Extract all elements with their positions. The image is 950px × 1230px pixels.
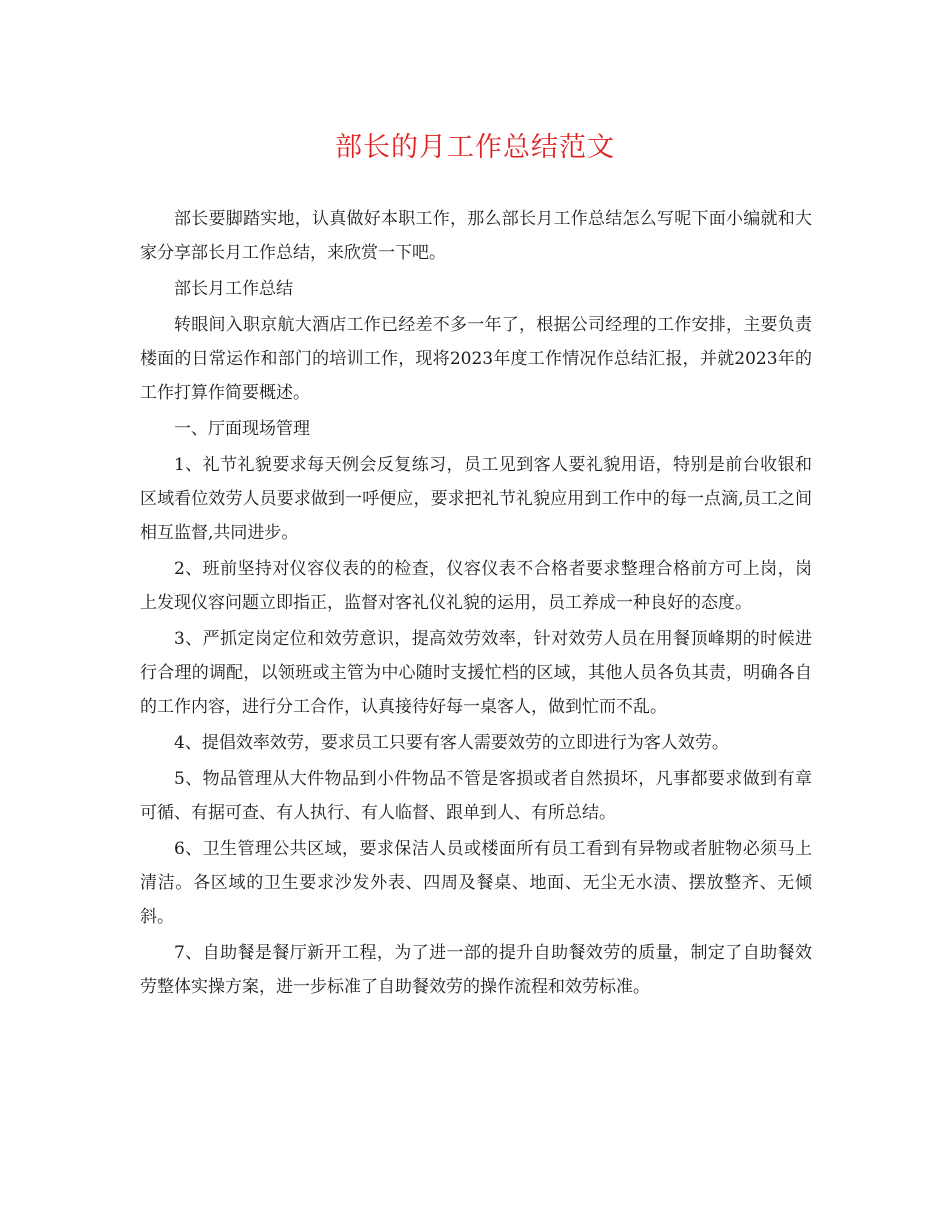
paragraph-item-2: 2、班前坚持对仪容仪表的的检查，仪容仪表不合格者要求整理合格前方可上岗，岗上发现仪容问题立即指正，监督对客礼仪礼貌的运用，员工养成一种良好的态度。: [140, 559, 812, 613]
paragraph-intro: 部长要脚踏实地，认真做好本职工作，那么部长月工作总结怎么写呢下面小编就和大家分享部长月工作总结，来欣赏一下吧。: [140, 209, 812, 263]
paragraph-item-4: 4、提倡效率效劳，要求员工只要有客人需要效劳的立即进行为客人效劳。: [174, 733, 729, 753]
paragraph-item-6: 6、卫生管理公共区域，要求保洁人员或楼面所有员工看到有异物或者脏物必须马上清洁。各区域的卫生要求沙发外表、四周及餐桌、地面、无尘无水渍、摆放整齐、无倾斜。: [140, 839, 812, 927]
paragraph-subheading: 部长月工作总结: [174, 279, 293, 299]
paragraph-overview: 转眼间入职京航大酒店工作已经差不多一年了，根据公司经理的工作安排，主要负责楼面的日常运作和部门的培训工作，现将2023年度工作情况作总结汇报，并就2023年的工作打算作简要概述。: [140, 315, 812, 403]
document-body: [140, 202, 812, 1006]
paragraph-item-7: 7、自助餐是餐厅新开工程，为了进一部的提升自助餐效劳的质量，制定了自助餐效劳整体实操方案，进一步标准了自助餐效劳的操作流程和效劳标准。: [140, 943, 812, 997]
section-heading-hall-management: 一、厅面现场管理: [174, 419, 310, 439]
paragraph-item-1: 1、礼节礼貌要求每天例会反复练习，员工见到客人要礼貌用语，特别是前台收银和区域看位效劳人员要求做到一呼便应，要求把礼节礼貌应用到工作中的每一点滴,员工之间相互监督,共同进步。: [140, 455, 812, 543]
paragraph-item-3: 3、严抓定岗定位和效劳意识，提高效劳效率，针对效劳人员在用餐顶峰期的时候进行合理的调配，以领班或主管为中心随时支援忙档的区域，其他人员各负其责，明确各自的工作内容，进行分工合作，认真接待好每一桌客人，做到忙而不乱。: [140, 629, 812, 717]
paragraph-item-5: 5、物品管理从大件物品到小件物品不管是客损或者自然损坏，凡事都要求做到有章可循、有据可查、有人执行、有人临督、跟单到人、有所总结。: [140, 769, 812, 823]
document-title: 部长的月工作总结范文: [335, 132, 615, 163]
